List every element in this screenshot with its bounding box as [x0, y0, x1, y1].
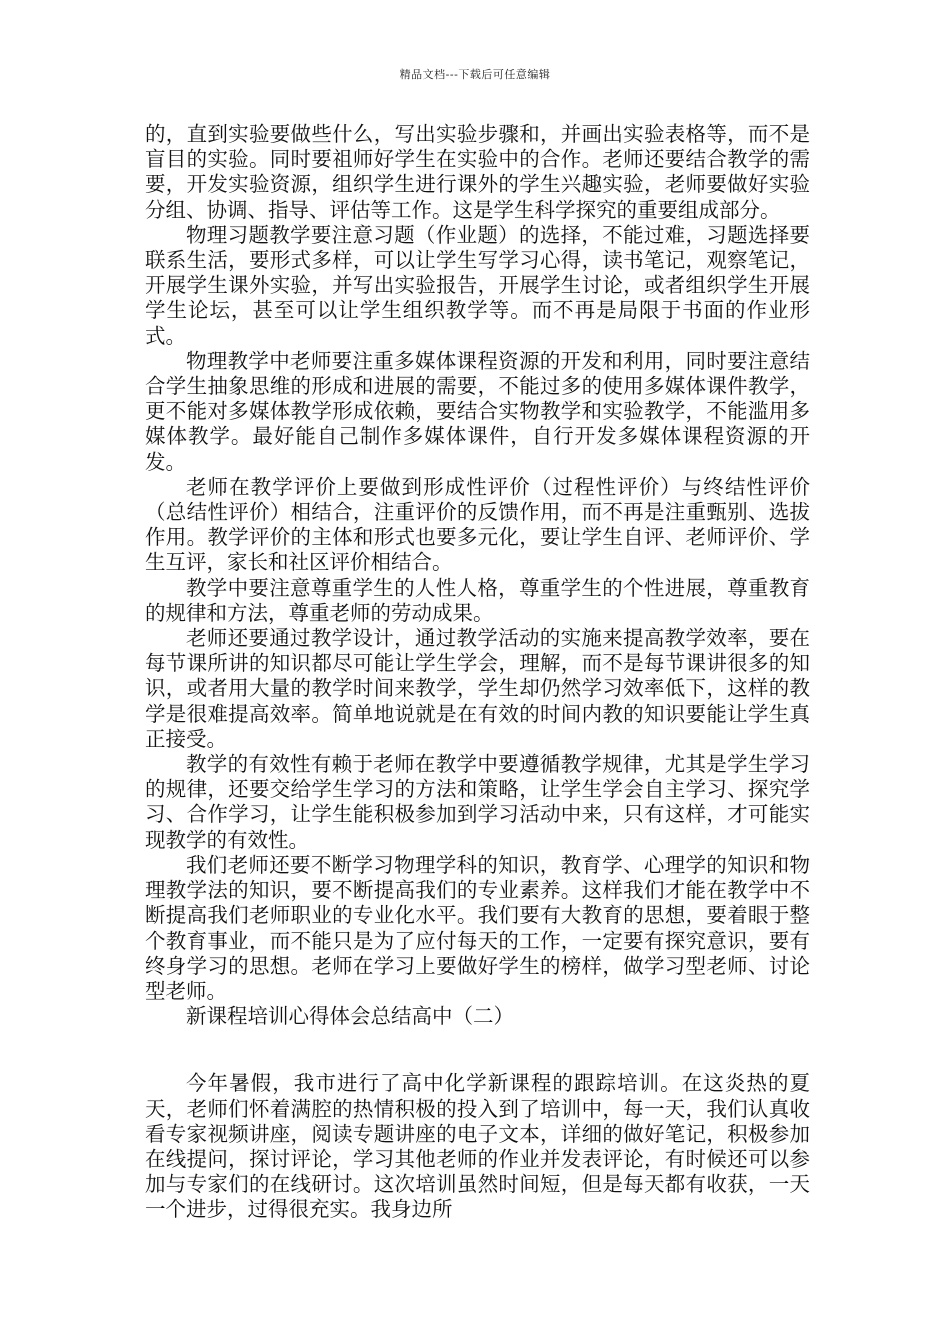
- paragraph: 我们老师还要不断学习物理学科的知识，教育学、心理学的知识和物理教学法的知识，要不断提高我们的专业素养。这样我们才能在教学中不断提高我们老师职业的专业化水平。我们要有大教育的思想，要着眼于整个教育事业，而不能只是为了应付每天的工作，一定要有探究意识，要有终身学习的思想。老师在学习上要做好学生的榜样，做学习型老师、讨论型老师。: [145, 852, 810, 1003]
- paragraph: 今年暑假，我市进行了高中化学新课程的跟踪培训。在这炎热的夏天，老师们怀着满腔的热情积极的投入到了培训中，每一天，我们认真收看专家视频讲座，阅读专题讲座的电子文本，详细的做好笔记，积极参加在线提问，探讨评论，学习其他老师的作业并发表评论，有时候还可以参加与专家们的在线研讨。这次培训虽然时间短，但是每天都有收获，一天一个进步，过得很充实。我身边所: [145, 1071, 810, 1222]
- paragraph: 教学的有效性有赖于老师在教学中要遵循教学规律，尤其是学生学习的规律，还要交给学生学习的方法和策略，让学生学会自主学习、探究学习、合作学习，让学生能积极参加到学习活动中来，只有这样，才可能实现教学的有效性。: [145, 752, 810, 852]
- document-body: [145, 122, 810, 1223]
- paragraph: 老师在教学评价上要做到形成性评价（过程性评价）与终结性评价（总结性评价）相结合，注重评价的反馈作用，而不再是注重甄别、选拔作用。教学评价的主体和形式也要多元化，要让学生自评、老师评价、学生互评，家长和社区评价相结合。: [145, 474, 810, 575]
- paragraph: 老师还要通过教学设计，通过教学活动的实施来提高教学效率，要在每节课所讲的知识都尽可能让学生学会，理解，而不是每节课讲很多的知识，或者用大量的教学时间来教学，学生却仍然学习效率低下，这样的教学是很难提高效率。简单地说就是在有效的时间内教的知识要能让学生真正接受。: [145, 626, 810, 751]
- paragraph: 物理习题教学要注意习题（作业题）的选择，不能过难，习题选择要联系生活，要形式多样，可以让学生写学习心得，读书笔记，观察笔记，开展学生课外实验，并写出实验报告，开展学生讨论，或者组织学生开展学生论坛，甚至可以让学生组织教学等。而不再是局限于书面的作业形式。: [145, 222, 810, 348]
- paragraph: 物理教学中老师要注重多媒体课程资源的开发和利用，同时要注意结合学生抽象思维的形成和进展的需要，不能过多的使用多媒体课件教学，更不能对多媒体教学形成依赖，要结合实物教学和实验教学，不能滥用多媒体教学。最好能自己制作多媒体课件，自行开发多媒体课程资源的开发。: [145, 348, 810, 474]
- page-header: 精品文档---下载后可任意编辑: [399, 68, 551, 81]
- paragraph: 的，直到实验要做些什么，写出实验步骤和，并画出实验表格等，而不是盲目的实验。同时要祖师好学生在实验中的合作。老师还要结合教学的需要，开发实验资源，组织学生进行课外的学生兴趣实验，老师要做好实验分组、协调、指导、评估等工作。这是学生科学探究的重要组成部分。: [145, 122, 810, 222]
- section-title: 新课程培训心得体会总结高中（二）: [186, 1004, 514, 1029]
- paragraph: 教学中要注意尊重学生的人性人格，尊重学生的个性进展，尊重教育的规律和方法，尊重老师的劳动成果。: [145, 575, 810, 625]
